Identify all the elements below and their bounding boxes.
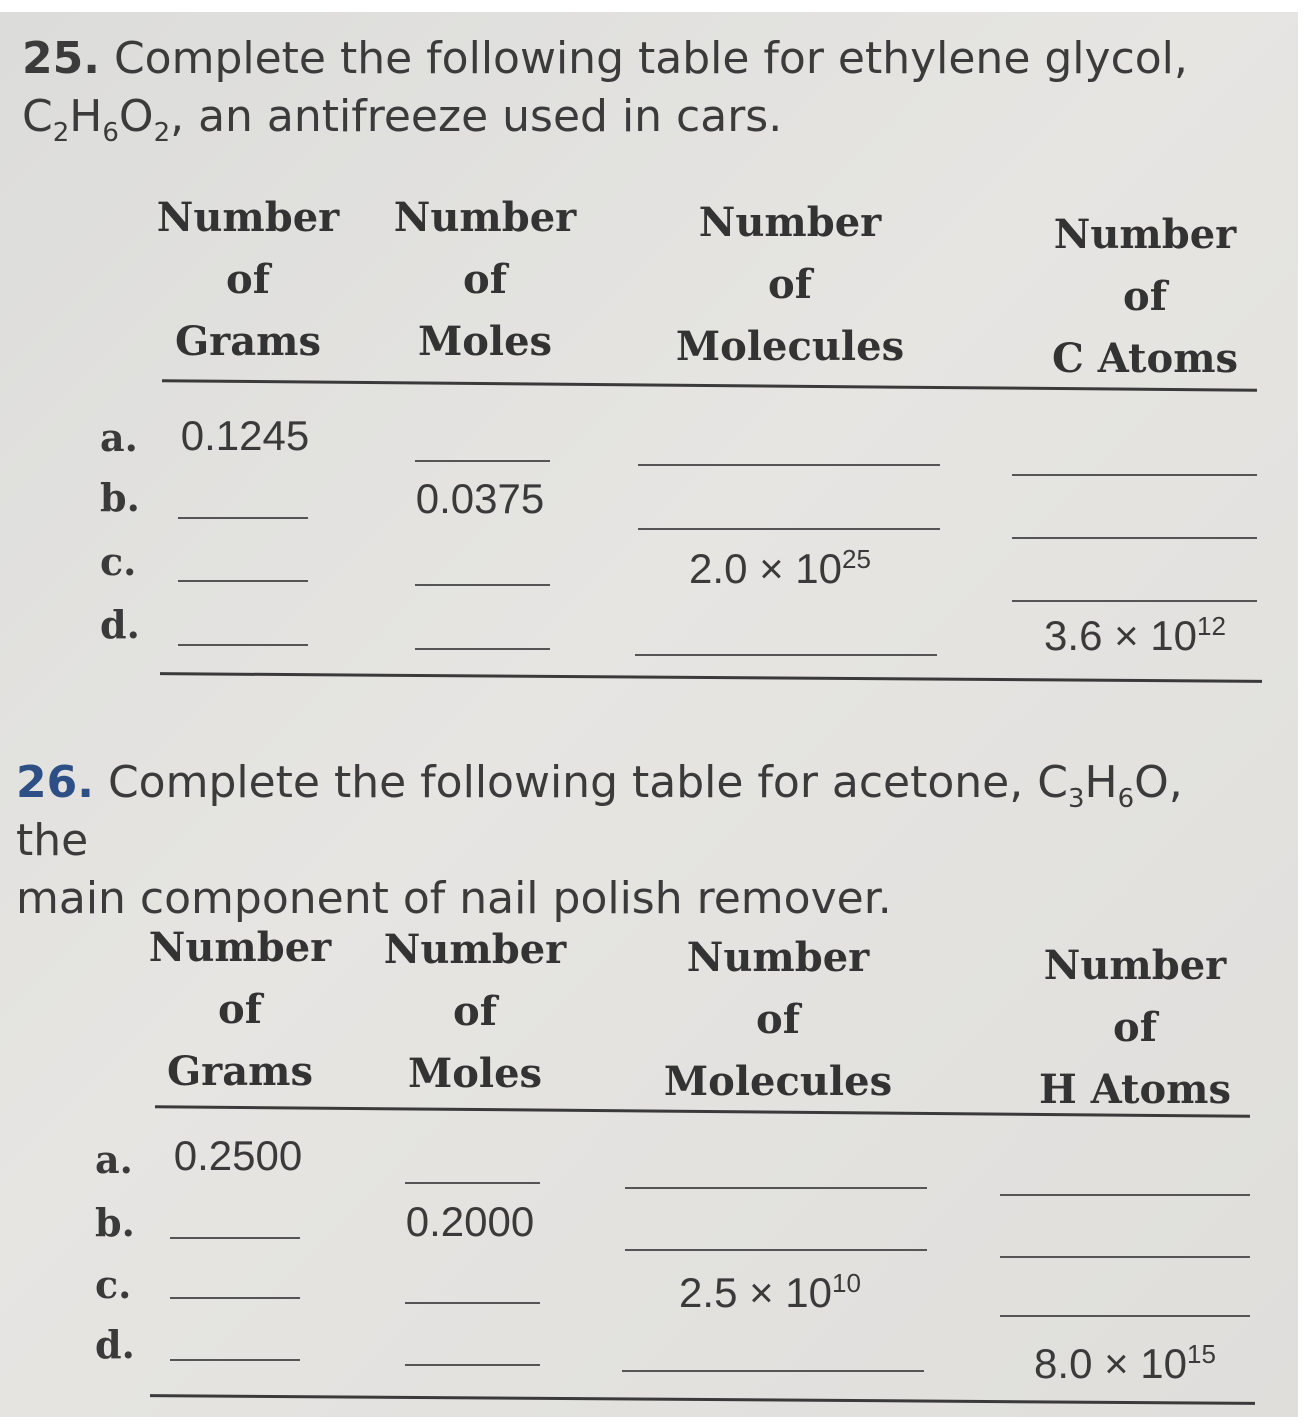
table26-row-d-molecules-blank bbox=[622, 1370, 924, 1372]
table25-row-a-moles-blank bbox=[415, 460, 550, 462]
table26-bottom-rule bbox=[150, 1394, 1255, 1405]
table26-row-a-label: a. bbox=[95, 1137, 133, 1182]
problem-25-number: 25. bbox=[22, 33, 100, 84]
table25-header-grams: Number of Grams bbox=[156, 194, 340, 365]
table25-row-c-atoms-blank bbox=[1012, 600, 1257, 602]
table25-row-b-molecules-blank bbox=[638, 528, 940, 530]
table25-row-a-grams: 0.1245 bbox=[180, 412, 310, 459]
problem-26-line1: 26. Complete the following table for acetone, $C_3H_6O$, the bbox=[16, 757, 1183, 866]
formula-ethylene-glycol: $C_2H_6O_2$ bbox=[22, 91, 171, 148]
table25-row-a-atoms-blank bbox=[1012, 474, 1257, 476]
table25-row-d-moles-blank bbox=[415, 648, 550, 650]
table26-row-d-grams-blank bbox=[170, 1359, 300, 1361]
problem-26-line2: main component of nail polish remover. bbox=[16, 873, 892, 924]
table25-row-c-molecules: $2.0 \times 10^{25}$ bbox=[689, 544, 871, 592]
table25-row-b-atoms-blank bbox=[1012, 537, 1257, 539]
problem-25-text-rest: , an antifreeze used in cars. bbox=[170, 91, 783, 142]
table25-row-a-molecules-blank bbox=[638, 464, 940, 466]
table25-row-c-label: c. bbox=[100, 539, 137, 584]
table26-row-a-moles-blank bbox=[405, 1182, 540, 1184]
problem-25-line1 bbox=[22, 30, 1272, 88]
table26-row-c-molecules: $2.5 \times 10^{10}$ bbox=[679, 1268, 861, 1316]
table25-row-c-grams-blank bbox=[178, 580, 308, 582]
table26-row-a-atoms-blank bbox=[1000, 1194, 1250, 1196]
table26-row-a-molecules-blank bbox=[625, 1187, 927, 1189]
table25-header-molecules: Number of Molecules bbox=[675, 199, 905, 370]
table26-row-c-label: c. bbox=[95, 1262, 132, 1307]
table26-row-d-atoms: $8.0 \times 10^{15}$ bbox=[1034, 1339, 1216, 1387]
table26-row-c-atoms-blank bbox=[1000, 1315, 1250, 1317]
table26-header-grams: Number of Grams bbox=[148, 924, 332, 1095]
table25-row-b-label: b. bbox=[100, 475, 140, 520]
table25-row-c-moles-blank bbox=[415, 584, 550, 586]
table26-header-molecules: Number of Molecules bbox=[663, 934, 893, 1105]
table26-row-b-atoms-blank bbox=[1000, 1256, 1250, 1258]
table26-row-c-moles-blank bbox=[405, 1302, 540, 1304]
table25-header-moles: Number of Moles bbox=[393, 194, 577, 365]
textbook-page bbox=[0, 12, 1298, 1417]
problem-25-text: Complete the following table for ethylene glycol, bbox=[113, 33, 1188, 84]
table26-header-moles: Number of Moles bbox=[383, 926, 567, 1097]
table25-row-a-label: a. bbox=[100, 415, 138, 460]
table25-row-d-atoms: $3.6 \times 10^{12}$ bbox=[1044, 611, 1226, 659]
table25-header-c-atoms: Number of C Atoms bbox=[1051, 211, 1239, 382]
table25-row-d-molecules-blank bbox=[635, 654, 937, 656]
table26-row-d-moles-blank bbox=[405, 1364, 540, 1366]
problem-26-text: Complete the following table for acetone, bbox=[107, 757, 1038, 808]
table25-row-d-grams-blank bbox=[178, 644, 308, 646]
table26-row-c-grams-blank bbox=[170, 1297, 300, 1299]
problem-26 bbox=[16, 754, 1266, 928]
problem-26-number: 26. bbox=[16, 757, 94, 808]
formula-acetone: $C_3H_6O$ bbox=[1037, 757, 1169, 814]
table25-row-d-label: d. bbox=[100, 602, 140, 647]
table26-row-b-moles: 0.2000 bbox=[405, 1198, 535, 1245]
table26-row-a-grams: 0.2500 bbox=[173, 1132, 303, 1179]
table26-row-b-label: b. bbox=[95, 1200, 135, 1245]
problem-25 bbox=[22, 30, 1272, 146]
table26-row-d-label: d. bbox=[95, 1322, 135, 1367]
problem-25-line2 bbox=[22, 88, 1272, 146]
table25-bottom-rule bbox=[160, 672, 1262, 683]
table25-row-b-moles: 0.0375 bbox=[415, 475, 545, 522]
table26-row-b-molecules-blank bbox=[625, 1249, 927, 1251]
table26-header-h-atoms: Number of H Atoms bbox=[1038, 942, 1232, 1113]
table25-row-b-grams-blank bbox=[178, 517, 308, 519]
table26-row-b-grams-blank bbox=[170, 1237, 300, 1239]
